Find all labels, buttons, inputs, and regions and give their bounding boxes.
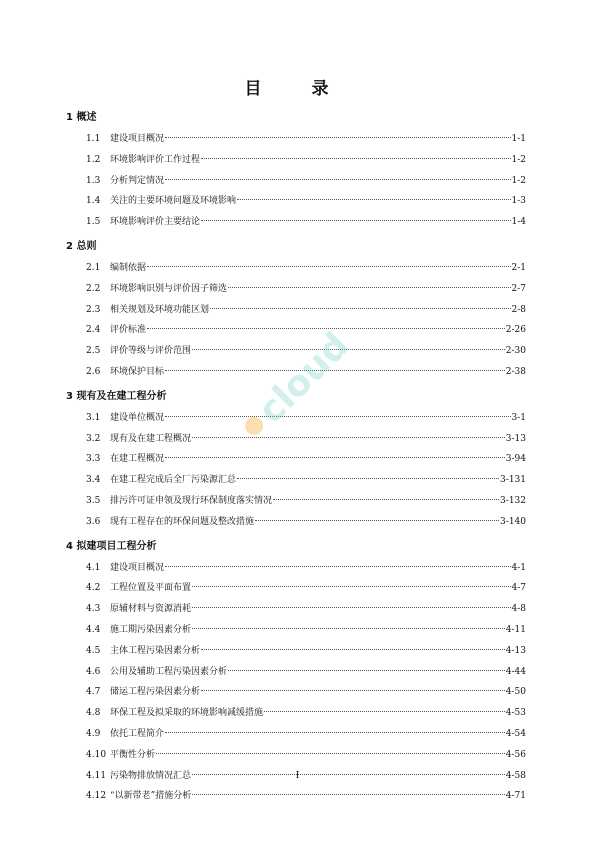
entry-page: 1-4 bbox=[511, 217, 526, 228]
entry-number: 4.4 bbox=[86, 624, 101, 635]
entry-label: 依托工程简介 bbox=[110, 728, 165, 739]
watermark-text: cloud bbox=[250, 324, 358, 432]
entry-label: 主体工程污染因素分析 bbox=[110, 645, 201, 656]
table-of-contents bbox=[66, 104, 526, 807]
entry-number: 3.5 bbox=[86, 495, 101, 506]
toc-entry[interactable] bbox=[66, 491, 526, 512]
entry-page: 3-132 bbox=[500, 495, 526, 506]
toc-entry[interactable] bbox=[66, 429, 526, 450]
entry-number: 3.4 bbox=[86, 475, 101, 486]
toc-entry[interactable] bbox=[66, 212, 526, 233]
toc-title: 目 录 bbox=[244, 79, 351, 99]
entry-page: 4-7 bbox=[511, 583, 526, 594]
entry-label: “以新带老”措施分析 bbox=[110, 791, 192, 802]
entry-number: 4.8 bbox=[86, 708, 101, 719]
dot-leader bbox=[156, 753, 505, 754]
entry-label: 现有及在建工程概况 bbox=[110, 433, 192, 444]
dot-leader bbox=[192, 437, 505, 438]
entry-page: 4-1 bbox=[511, 562, 526, 573]
dot-leader bbox=[228, 670, 505, 671]
dot-leader bbox=[165, 137, 510, 138]
dot-leader bbox=[255, 520, 499, 521]
entry-page: 2-38 bbox=[505, 366, 526, 377]
entry-page: 3-94 bbox=[505, 454, 526, 465]
chapter-heading[interactable]: 1 概述 bbox=[66, 112, 97, 123]
entry-label: 环境影响评价工作过程 bbox=[110, 154, 201, 165]
entry-number: 2.1 bbox=[86, 262, 101, 273]
toc-entry[interactable] bbox=[66, 662, 526, 683]
entry-label: 评价等级与评价范围 bbox=[110, 346, 192, 357]
entry-page: 1-1 bbox=[511, 134, 526, 144]
entry-label: 在建工程概况 bbox=[110, 454, 165, 465]
toc-entry[interactable] bbox=[66, 129, 526, 150]
toc-entry[interactable] bbox=[66, 341, 526, 362]
entry-label: 工程位置及平面布置 bbox=[110, 583, 192, 594]
dot-leader bbox=[165, 179, 510, 180]
entry-label: 排污许可证申领及现行环保制度落实情况 bbox=[110, 495, 273, 506]
toc-entry[interactable] bbox=[66, 320, 526, 341]
entry-number: 1.1 bbox=[86, 134, 101, 144]
entry-label: 环保工程及拟采取的环境影响减缓措施 bbox=[110, 708, 264, 719]
entry-page: 3-1 bbox=[511, 412, 526, 423]
entry-label: 环境影响评价主要结论 bbox=[110, 217, 201, 228]
dot-leader bbox=[201, 649, 505, 650]
dot-leader bbox=[237, 199, 510, 200]
dot-leader bbox=[192, 794, 505, 795]
toc-entry[interactable] bbox=[66, 470, 526, 491]
entry-page: 4-13 bbox=[505, 645, 526, 656]
dot-leader bbox=[147, 266, 510, 267]
entry-number: 2.5 bbox=[86, 346, 101, 357]
entry-label: 建设单位概况 bbox=[110, 412, 165, 423]
toc-entry[interactable] bbox=[66, 512, 526, 533]
toc-entry[interactable] bbox=[66, 171, 526, 192]
dot-leader bbox=[273, 499, 499, 500]
entry-number: 3.2 bbox=[86, 433, 101, 444]
entry-page: 3-140 bbox=[500, 516, 526, 527]
entry-label: 关注的主要环境问题及环境影响 bbox=[110, 196, 237, 207]
chapter-heading[interactable]: 4 拟建项目工程分析 bbox=[66, 540, 157, 552]
entry-label: 建设项目概况 bbox=[110, 562, 165, 573]
toc-entry[interactable] bbox=[66, 279, 526, 300]
toc-entry[interactable] bbox=[66, 745, 526, 766]
toc-entry[interactable] bbox=[66, 150, 526, 171]
entry-label: 现有工程存在的环保问题及整改措施 bbox=[110, 516, 255, 527]
entry-label: 分析判定情况 bbox=[110, 175, 165, 186]
entry-number: 3.3 bbox=[86, 454, 101, 465]
entry-number: 2.3 bbox=[86, 304, 101, 315]
entry-page: 3-131 bbox=[500, 475, 526, 486]
entry-number: 2.4 bbox=[86, 325, 101, 336]
toc-entry[interactable] bbox=[66, 641, 526, 662]
entry-number: 1.5 bbox=[86, 217, 101, 228]
entry-number: 3.1 bbox=[86, 412, 101, 423]
entry-label: 建设项目概况 bbox=[110, 134, 165, 144]
entry-label: 公用及辅助工程污染因素分析 bbox=[110, 666, 228, 677]
dot-leader bbox=[228, 287, 510, 288]
dot-leader bbox=[201, 690, 505, 691]
entry-label: 评价标准 bbox=[110, 325, 147, 336]
chapter-heading[interactable]: 3 现有及在建工程分析 bbox=[66, 390, 167, 402]
entry-label: 原辅材料与资源消耗 bbox=[110, 604, 192, 615]
entry-number: 4.3 bbox=[86, 604, 101, 615]
entry-page: 2-30 bbox=[505, 346, 526, 357]
entry-number: 4.7 bbox=[86, 687, 101, 698]
toc-entry[interactable] bbox=[66, 620, 526, 641]
toc-entry[interactable] bbox=[66, 449, 526, 470]
entry-page: 4-8 bbox=[511, 604, 526, 615]
entry-number: 4.12 bbox=[86, 791, 107, 802]
toc-entry[interactable] bbox=[66, 682, 526, 703]
entry-page: 4-44 bbox=[505, 666, 526, 677]
entry-page: 1-2 bbox=[511, 154, 526, 165]
entry-number: 1.2 bbox=[86, 154, 101, 165]
dot-leader bbox=[165, 457, 505, 458]
toc-entry[interactable] bbox=[66, 191, 526, 212]
entry-page: 2-8 bbox=[511, 304, 526, 315]
entry-label: 环境保护目标 bbox=[110, 366, 165, 377]
dot-leader bbox=[201, 220, 510, 221]
entry-page: 2-1 bbox=[511, 262, 526, 273]
entry-page: 3-13 bbox=[505, 433, 526, 444]
dot-leader bbox=[165, 732, 505, 733]
entry-number: 4.6 bbox=[86, 666, 101, 677]
dot-leader bbox=[192, 607, 510, 608]
entry-page: 4-58 bbox=[505, 770, 526, 781]
entry-label: 污染物排放情况汇总 bbox=[110, 770, 192, 781]
toc-entry[interactable] bbox=[66, 362, 526, 383]
entry-label: 在建工程完成后全厂污染源汇总 bbox=[110, 475, 237, 486]
entry-number: 1.4 bbox=[86, 196, 101, 207]
entry-page: 1-2 bbox=[511, 175, 526, 186]
entry-page: 2-7 bbox=[511, 283, 526, 294]
dot-leader bbox=[264, 711, 505, 712]
entry-page: 1-3 bbox=[511, 196, 526, 207]
entry-page: 4-71 bbox=[505, 791, 526, 802]
dot-leader bbox=[165, 566, 510, 567]
entry-number: 4.5 bbox=[86, 645, 101, 656]
dot-leader bbox=[237, 478, 499, 479]
dot-leader bbox=[210, 308, 510, 309]
toc-entry[interactable] bbox=[66, 258, 526, 279]
dot-leader bbox=[192, 349, 505, 350]
entry-page: 2-26 bbox=[505, 325, 526, 336]
entry-label: 施工期污染因素分析 bbox=[110, 624, 192, 635]
toc-entry[interactable] bbox=[66, 724, 526, 745]
dot-leader bbox=[165, 416, 510, 417]
toc-entry[interactable] bbox=[66, 599, 526, 620]
page-number: I bbox=[295, 771, 300, 781]
entry-number: 2.6 bbox=[86, 366, 101, 377]
entry-page: 4-54 bbox=[505, 728, 526, 739]
toc-entry[interactable] bbox=[66, 408, 526, 429]
dot-leader bbox=[165, 370, 505, 371]
entry-number: 2.2 bbox=[86, 283, 101, 294]
dot-leader bbox=[192, 586, 510, 587]
entry-label: 储运工程污染因素分析 bbox=[110, 687, 201, 698]
entry-page: 4-53 bbox=[505, 708, 526, 719]
toc-entry[interactable] bbox=[66, 703, 526, 724]
entry-label: 编制依据 bbox=[110, 262, 147, 273]
entry-number: 4.10 bbox=[86, 749, 107, 760]
entry-page: 4-56 bbox=[505, 749, 526, 760]
toc-entry[interactable] bbox=[66, 300, 526, 321]
dot-leader bbox=[147, 328, 505, 329]
chapter-heading[interactable]: 2 总则 bbox=[66, 240, 97, 252]
dot-leader bbox=[192, 628, 505, 629]
entry-number: 1.3 bbox=[86, 175, 101, 186]
toc-entry[interactable] bbox=[66, 578, 526, 599]
entry-label: 相关规划及环境功能区划 bbox=[110, 304, 210, 315]
toc-entry[interactable] bbox=[66, 558, 526, 579]
entry-label: 环境影响识别与评价因子筛选 bbox=[110, 283, 228, 294]
entry-number: 3.6 bbox=[86, 516, 101, 527]
entry-number: 4.2 bbox=[86, 583, 101, 594]
entry-page: 4-11 bbox=[505, 624, 526, 635]
entry-number: 4.1 bbox=[86, 562, 101, 573]
toc-entry[interactable] bbox=[66, 786, 526, 807]
entry-number: 4.9 bbox=[86, 728, 101, 739]
entry-number: 4.11 bbox=[86, 770, 107, 781]
entry-page: 4-50 bbox=[505, 687, 526, 698]
entry-label: 平衡性分析 bbox=[110, 749, 156, 760]
dot-leader bbox=[201, 158, 510, 159]
